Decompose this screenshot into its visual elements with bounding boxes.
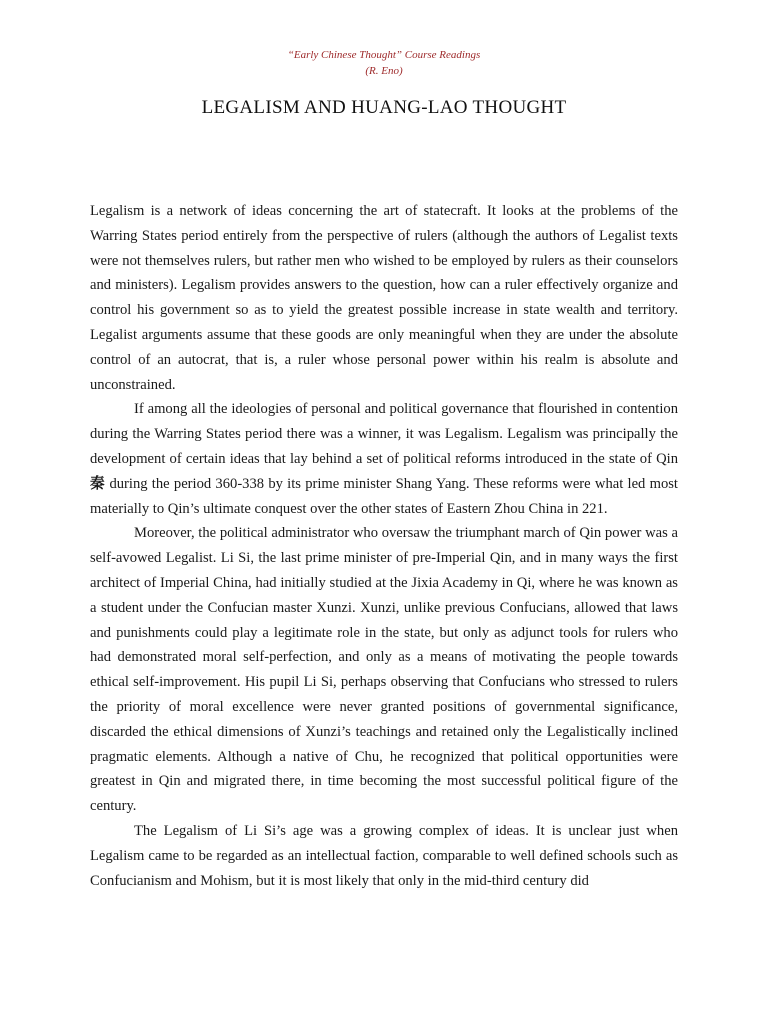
qin-character: 秦 [90, 474, 106, 492]
author-header: (R. Eno) [365, 65, 403, 77]
body-text [90, 199, 678, 893]
course-header: “Early Chinese Thought” Course Readings [287, 49, 481, 61]
paragraph-1: Legalism is a network of ideas concerning the art of statecraft. It looks at the problems of the Warring States period entirely from the perspective of rulers (although the authors of Legalist texts were not themselves rulers, but rather men who wished to be employed by rulers as their counselors and ministers). Legalism provides answers to the question, how can a ruler effectively organize and control his government so as to yield the greatest possible increase in state wealth and territory. Legalist arguments assume that these goods are only meaningful when they are under the absolute control of an autocrat, that is, a ruler whose personal power within his realm is absolute and unconstrained. [90, 203, 678, 393]
paragraph-4: The Legalism of Li Si’s age was a growing complex of ideas. It is unclear just when Legalism came to be regarded as an intellectual faction, comparable to well defined schools such as Confucianism and Mohism, but it is most likely that only in the mid-third century did [90, 822, 678, 889]
paragraph-2-text-before: If among all the ideologies of personal and political governance that flourished in contention during the Warring States period there was a winner, it was Legalism. Legalism was principally the development of certain ideas that lay behind a set of political reforms introduced in the state of Qin [90, 401, 678, 467]
page-title: LEGALISM AND HUANG-LAO THOUGHT [201, 97, 567, 118]
paragraph-3: Moreover, the political administrator who oversaw the triumphant march of Qin power was a self-avowed Legalist. Li Si, the last prime minister of pre-Imperial Qin, and in many ways the first architect of Imperial China, had initially studied at the Jixia Academy in Qi, where he was known as a student under the Confucian master Xunzi. Xunzi, unlike previous Confucians, allowed that laws and punishments could play a legitimate role in the state, but only as adjunct tools for rulers who had demonstrated moral self-perfection, and only as a means of motivating the people towards ethical self-improvement. His pupil Li Si, perhaps observing that Confucians who stressed to rulers the priority of moral excellence were never granted positions of governmental significance, discarded the ethical dimensions of Xunzi’s teachings and retained only the Legalistically inclined pragmatic elements. Although a native of Chu, he recognized that political opportunities were greatest in Qin and migrated there, in time becoming the most successful political figure of the century. [90, 525, 678, 815]
paragraph-2 [90, 397, 678, 521]
paragraph-2-text-after: during the period 360-338 by its prime minister Shang Yang. These reforms were what led most materially to Qin’s ultimate conquest over the other states of Eastern Zhou China in 221. [90, 475, 678, 517]
